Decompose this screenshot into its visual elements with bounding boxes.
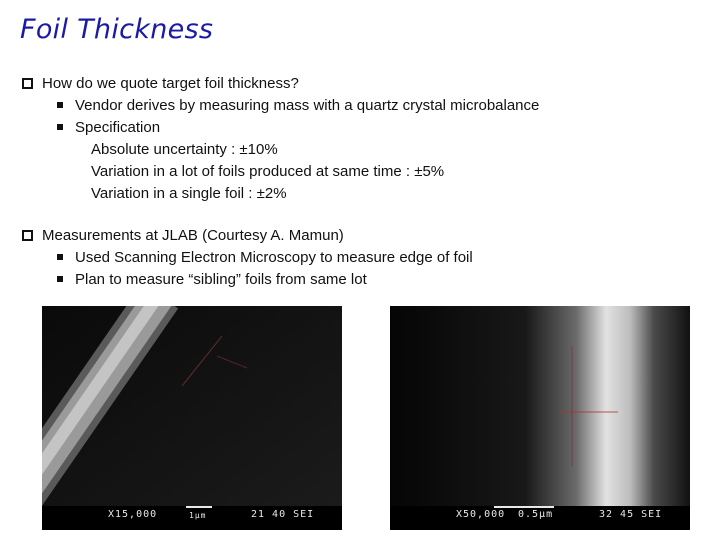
sem-image-1 <box>42 306 342 530</box>
spec-line-lot: Variation in a lot of foils produced at same time : ±5% <box>91 163 445 180</box>
square-bullet-icon <box>57 254 63 260</box>
scale-bar <box>186 506 212 508</box>
section-heading-quote <box>22 75 299 93</box>
scale-bar <box>494 506 554 508</box>
sem-info-text: 21 40 SEI <box>251 509 315 520</box>
checkbox-bullet-icon <box>22 78 33 89</box>
section-heading-text: How do we quote target foil thickness? <box>42 75 299 92</box>
bullet-specification <box>57 119 160 137</box>
section-heading-text: Measurements at JLAB (Courtesy A. Mamun) <box>42 227 344 244</box>
bullet-text: Plan to measure “sibling” foils from same lot <box>75 271 367 288</box>
sem-foil-edge <box>390 306 690 530</box>
square-bullet-icon <box>57 276 63 282</box>
checkbox-bullet-icon <box>22 230 33 241</box>
sem-magnification: X15,000 <box>108 509 158 520</box>
bullet-text: Specification <box>75 119 161 136</box>
section-heading-measurements <box>22 227 344 245</box>
square-bullet-icon <box>57 102 63 108</box>
bullet-sem <box>57 249 473 267</box>
page-title: Foil Thickness <box>20 14 214 45</box>
spec-line-absolute: Absolute uncertainty : ±10% <box>91 141 278 158</box>
sem-magnification: X50,000 <box>456 509 506 520</box>
sem-image-2 <box>390 306 690 530</box>
square-bullet-icon <box>57 124 63 130</box>
sem-scale-label: 0.5μm <box>518 509 554 520</box>
bullet-text: Vendor derives by measuring mass with a quartz crystal microbalance <box>75 97 540 114</box>
bullet-sibling <box>57 271 367 289</box>
bullet-text: Used Scanning Electron Microscopy to measure edge of foil <box>75 249 473 266</box>
sem-foil-diagonal <box>42 306 342 530</box>
spec-line-single: Variation in a single foil : ±2% <box>91 185 287 202</box>
sem-info-text: 32 45 SEI <box>599 509 663 520</box>
bullet-vendor <box>57 97 539 115</box>
sem-scale-label: 1μm <box>189 511 207 520</box>
